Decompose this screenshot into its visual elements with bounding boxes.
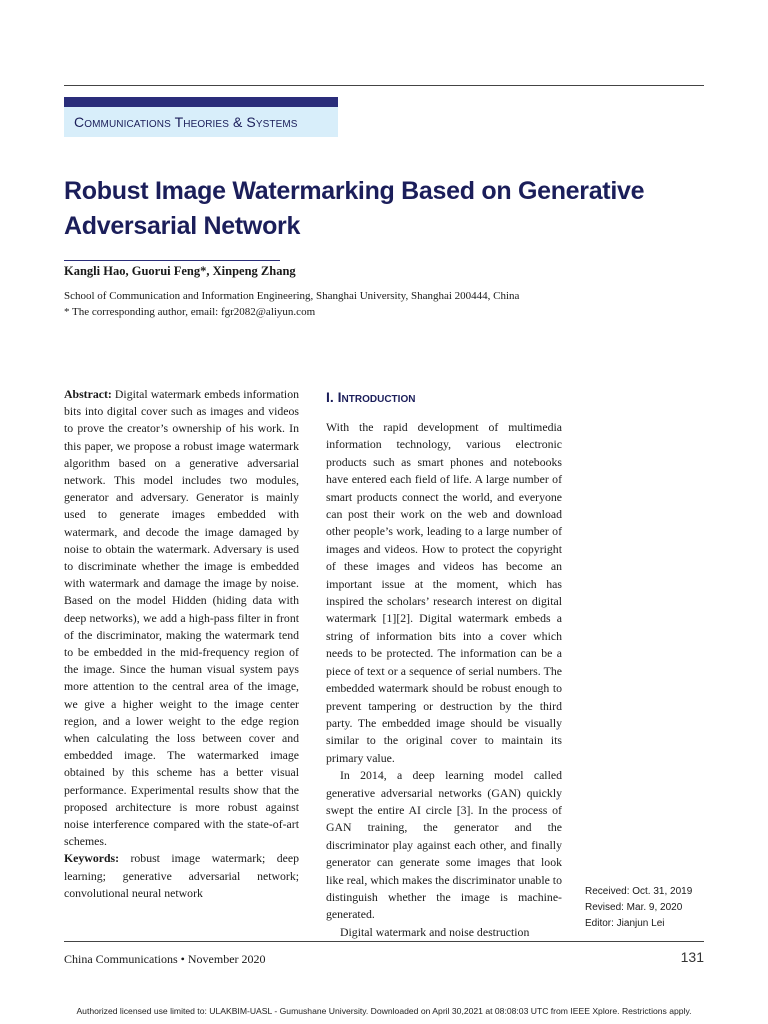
header-rule — [64, 85, 704, 86]
received-date: Received: Oct. 31, 2019 — [585, 886, 693, 897]
article-meta — [585, 884, 705, 932]
page-number: 131 — [680, 949, 704, 965]
section-tag-bar — [64, 97, 338, 107]
abstract-text: Digital watermark embeds information bits into digital cover such as images and videos to prove the creator’s ownership of his work. In this paper, we propose a robust image watermark algorithm based on a generative adversarial network. This model includes two modules, generator and adversary. Generator is mainly used to generate images embedded with watermark, and decode the image damaged by noise to obtain the watermark. Adversary is used to discriminate whether the image is embedded with watermark and damage the image by noise. Based on the model Hidden (hiding data with deep networks), we add a high-pass filter in front of the discriminator, making the watermark tend to be embedded in the mid-frequency region of the image. Since the human visual system pays more attention to the central area of the image, we give a higher weight to the image center region, and a lower weight to the edge region when calculating the loss between cover and embedded image. The watermarked image obtained by this scheme has a better visual performance. Experimental results show that the proposed architecture is more robust against noise interference compared with the state-of-art schemes. — [64, 387, 299, 849]
abstract-paragraph — [64, 386, 299, 850]
affiliation: School of Communication and Information Engineering, Shanghai University, Shanghai 200444, China — [64, 290, 520, 302]
footer-rule — [64, 941, 704, 942]
keywords-text: robust image watermark; deep learning; generative adversarial network; convolutional neural network — [64, 851, 299, 900]
section-label: Communications Theories & Systems — [74, 114, 298, 130]
title-rule — [64, 260, 280, 261]
editor: Editor: Jianjun Lei — [585, 918, 665, 929]
section-tag — [64, 97, 338, 137]
intro-paragraph-3: Digital watermark and noise destruction — [340, 924, 530, 939]
intro-paragraph-1: With the rapid development of multimedia information technology, various electronic products such as smart phones and notebooks have entered each field of life. A large number of smart products connect the world, and everyone can post their work on the web and download other people’s work, leading to a large number of images and videos. How to protect the copyright of these images and videos has become an important issue at the moment, which has inspired the scholars’ research interest on digital watermark [1][2]. Digital watermark embeds a string of information bits into a cover which needs to be protected. The information can be a piece of text or a sequence of serial numbers. The embedded watermark should be robust enough to prevent tampering or destruction by the third party. The embedded image should be visually similar to the original cover to maintain its primary value. — [326, 420, 562, 765]
revised-date: Revised: Mar. 9, 2020 — [585, 902, 683, 913]
corresponding-author: * The corresponding author, email: fgr2082@aliyun.com — [64, 306, 316, 318]
authors: Kangli Hao, Guorui Feng*, Xinpeng Zhang — [64, 264, 296, 278]
paper-title: Robust Image Watermarking Based on Generative Adversarial Network — [64, 177, 645, 240]
license-notice: Authorized licensed use limited to: ULAKBIM-UASL - Gumushane University. Downloaded on April 30,2021 at 08:08:03 UTC from IEEE Xplore. Restrictions apply. — [76, 1006, 692, 1016]
intro-heading: I. Introduction — [326, 389, 416, 405]
section-tag-box — [64, 107, 338, 137]
intro-body — [326, 419, 562, 941]
abstract-label: Abstract: — [64, 387, 112, 401]
intro-paragraph-2: In 2014, a deep learning model called generative adversarial networks (GAN) quickly swept the entire AI circle [3]. In the process of GAN training, the generator and the discriminator play against each other, and finally generator can generate some images that look like real, which makes the discriminator unable to distinguish whether the image is machine-generated. — [326, 768, 562, 922]
keywords-label: Keywords: — [64, 851, 120, 866]
abstract-block — [64, 386, 299, 902]
journal-name: China Communications • November 2020 — [64, 952, 266, 966]
keywords-paragraph — [64, 850, 299, 902]
